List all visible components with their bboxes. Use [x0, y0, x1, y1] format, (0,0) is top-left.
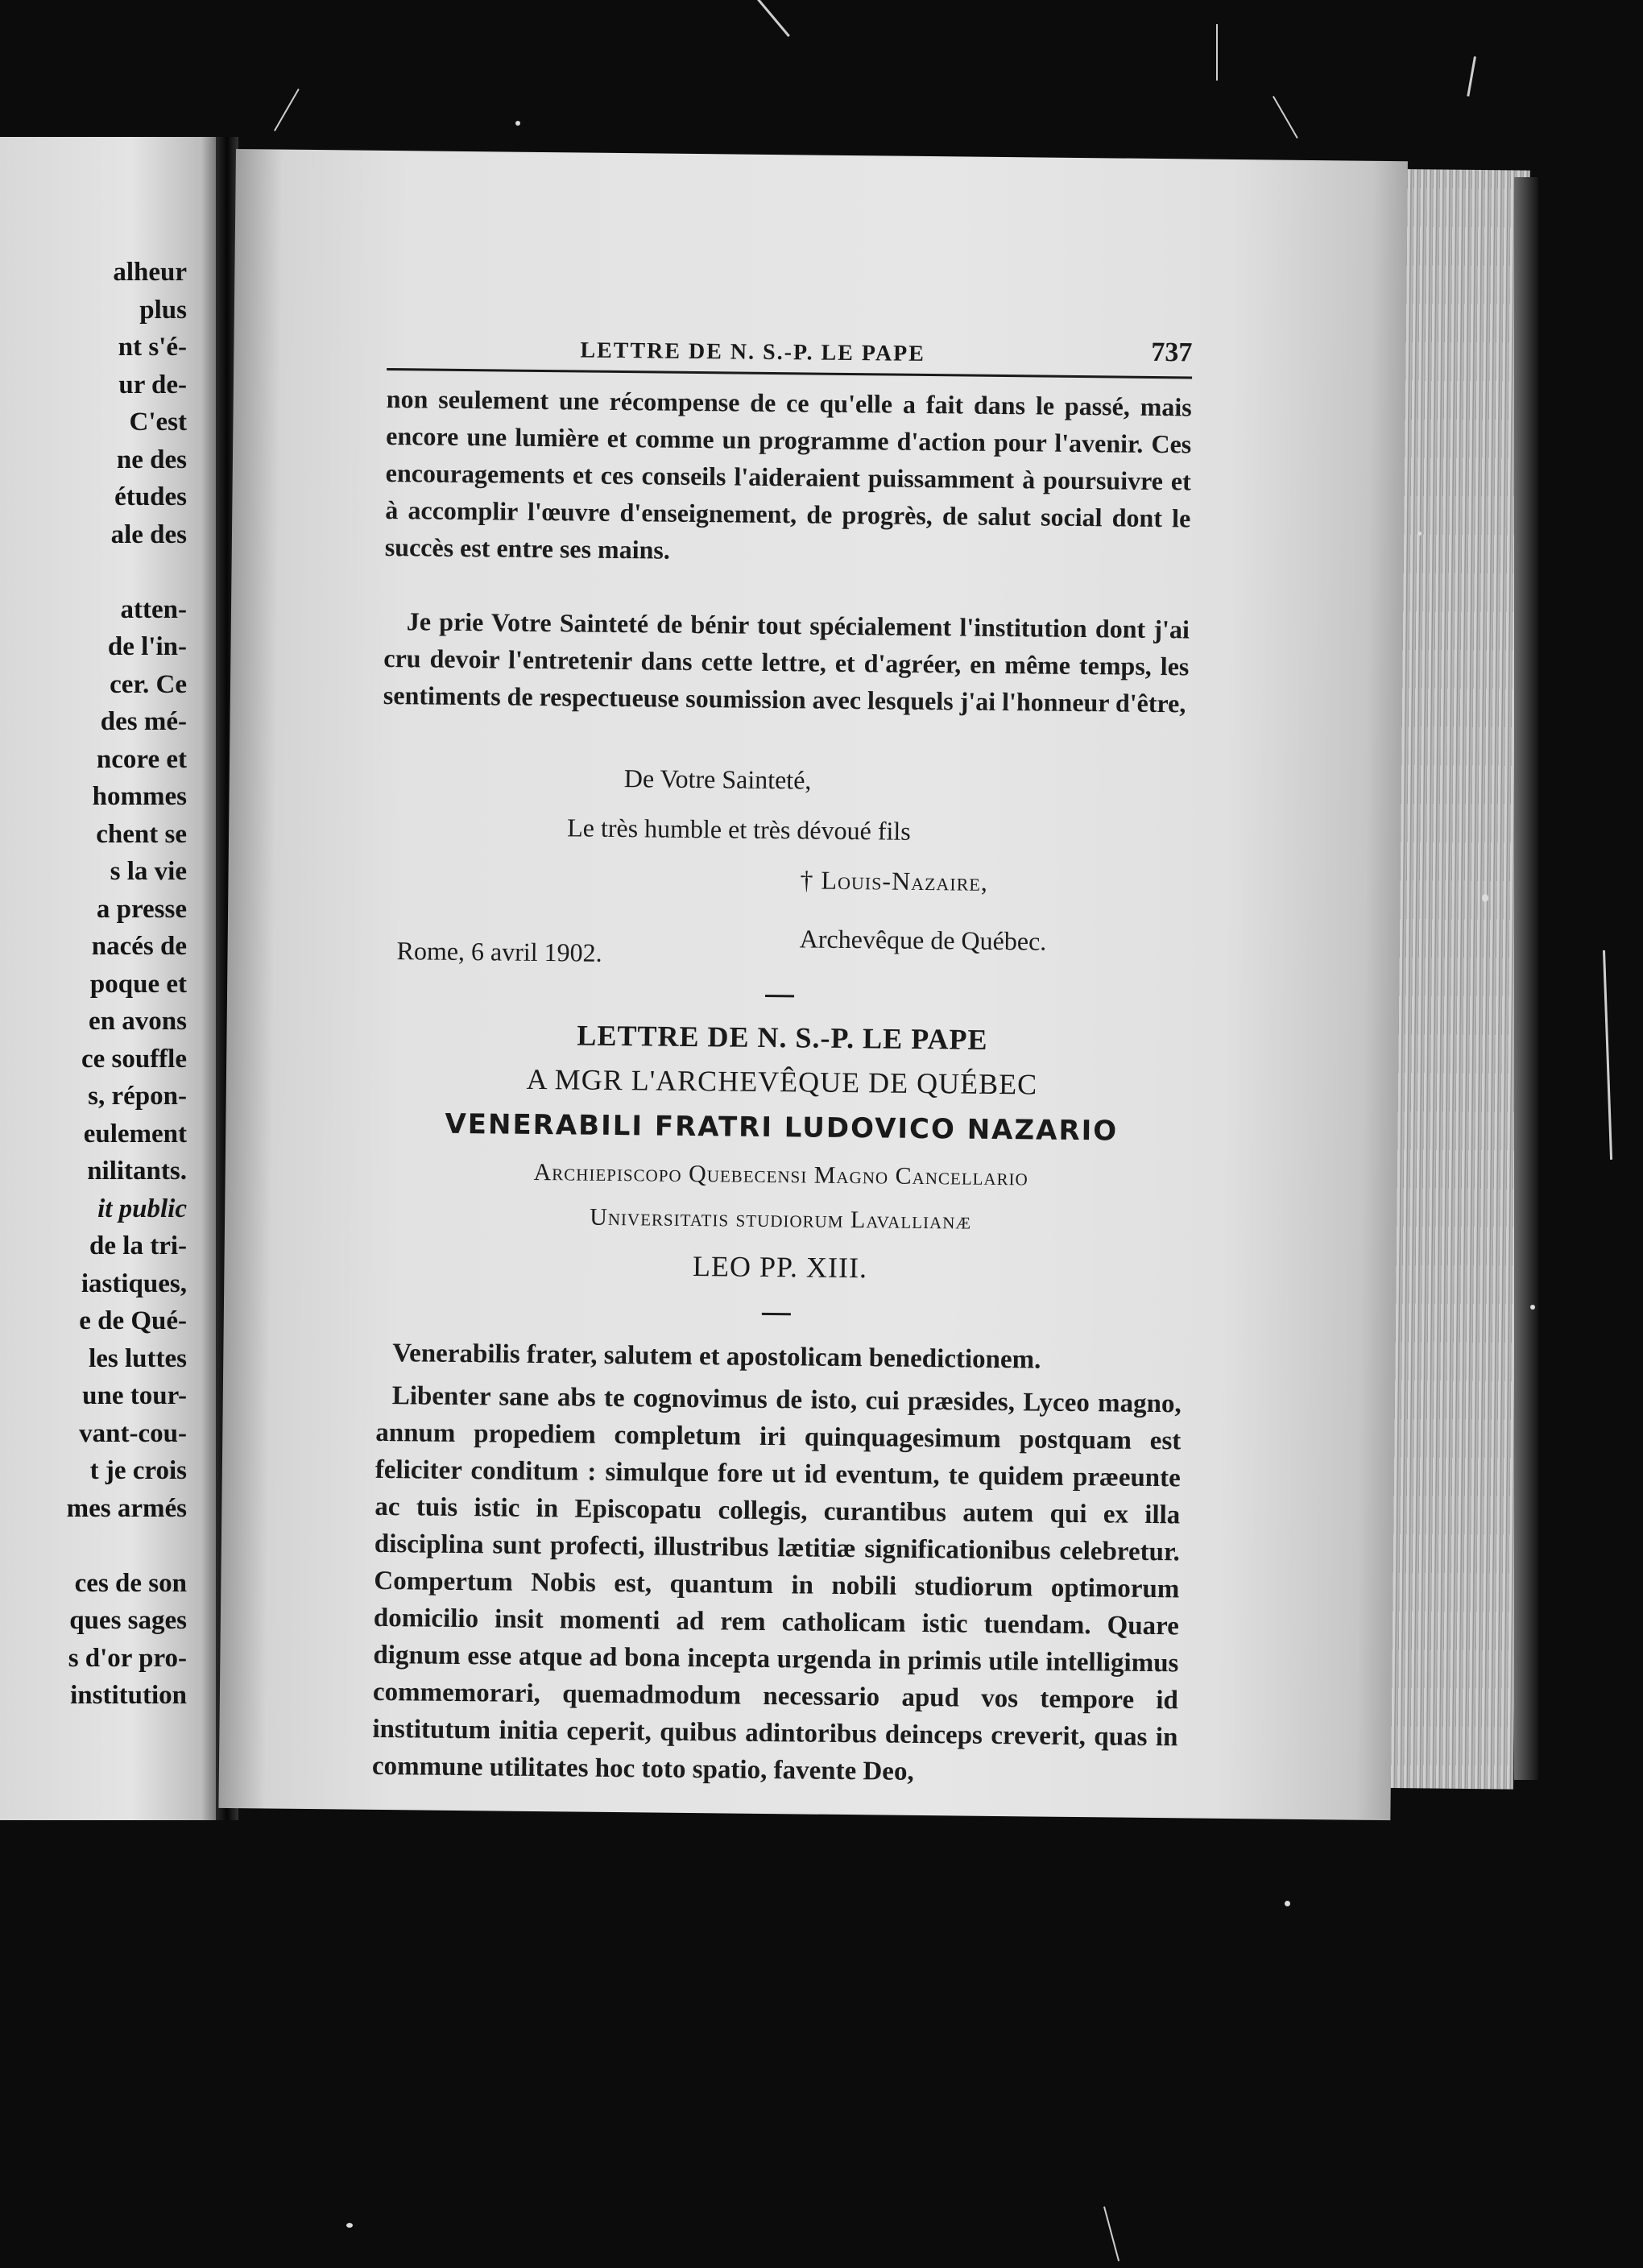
- film-scratch: [274, 89, 300, 131]
- dust-speck: [1530, 1305, 1535, 1310]
- reply-title-line-6: LEO PP. XIII.: [692, 1250, 868, 1285]
- left-page-line: iastiques,: [81, 1269, 187, 1298]
- left-page-line: une tour-: [82, 1381, 187, 1410]
- left-page-line: eulement: [83, 1119, 187, 1148]
- page-content: [371, 151, 1194, 1818]
- reply-title-line-4: Archiepiscopo Quebecensi Magno Cancellario: [533, 1158, 1028, 1191]
- page-edges: [1384, 169, 1530, 1790]
- latin-greeting: Venerabilis frater, salutem et apostolicam benedictionem.: [392, 1339, 1041, 1375]
- left-page-line: nilitants.: [87, 1157, 187, 1186]
- reply-title-line-2: A MGR L'ARCHEVÊQUE DE QUÉBEC: [526, 1062, 1038, 1101]
- left-page-line: C'est: [129, 408, 187, 437]
- left-page-line: s la vie: [110, 857, 187, 886]
- film-scratch: [1103, 2206, 1119, 2261]
- left-page-line: poque et: [89, 969, 187, 999]
- left-page-line: alheur: [113, 258, 187, 287]
- dust-speck: [515, 121, 520, 126]
- left-page-line: nt s'é-: [118, 333, 187, 362]
- left-page-line: e de Qué-: [79, 1306, 187, 1335]
- letter-paragraph-1: non seulement une récompense de ce qu'elle a fait dans le passé, mais encore une lumière et comme un programme d'action pour l'avenir. Ces encouragements et ces conseils l'aideraient puissamment à poursuivre et à accomplir l'œuvre d'enseignement, de progrès, de salut social dont le succès est entre ses mains.: [384, 383, 1192, 565]
- left-page-line: vant-cou-: [79, 1418, 187, 1448]
- dust-speck: [1417, 532, 1422, 536]
- film-scratch: [1273, 96, 1298, 139]
- signature: † Louis-Nazaire,: [800, 865, 989, 896]
- right-page: [218, 149, 1407, 1820]
- left-page-line: a presse: [96, 894, 187, 924]
- left-page-line: de la tri-: [89, 1231, 187, 1260]
- signature-title: Archevêque de Québec.: [799, 924, 1047, 956]
- section-dash-2: [762, 1313, 791, 1315]
- left-page-line: plus: [139, 295, 187, 325]
- left-page-line: t je crois: [89, 1456, 187, 1485]
- running-head: LETTRE DE N. S.-P. LE PAPE: [580, 337, 926, 366]
- dust-speck: [346, 2223, 353, 2228]
- left-page-line: ces de son: [74, 1568, 187, 1598]
- left-page-line: atten-: [120, 594, 187, 624]
- left-page-line: ques sages: [69, 1606, 187, 1635]
- reply-title-line-5: Universitatis studiorum Lavallianæ: [590, 1203, 972, 1235]
- left-page-line: études: [114, 482, 187, 511]
- page-number: 737: [1151, 337, 1193, 368]
- left-page-line: chent se: [96, 819, 187, 849]
- dust-speck: [1482, 894, 1488, 902]
- left-page-line: cer. Ce: [110, 669, 187, 699]
- letter-paragraph-2: Je prie Votre Sainteté de bénir tout spécialement l'institution dont j'ai cru devoir l'entretenir dans cette lettre, et d'agréer, en même temps, les sentiments de respectueuse soumission avec lesquels j'ai l'honneur d'être,: [383, 606, 1190, 718]
- left-page-line: nacés de: [91, 932, 187, 961]
- section-dash-1: [765, 995, 794, 997]
- left-page-line: s d'or pro-: [68, 1643, 187, 1673]
- left-page-line: ncore et: [96, 744, 187, 774]
- closing-humble: Le très humble et très dévoué fils: [567, 813, 911, 846]
- left-page-line: de l'in-: [107, 632, 187, 661]
- left-page-fragment: [0, 137, 219, 1820]
- left-page-line: hommes: [92, 782, 187, 811]
- left-page-line: s, répon-: [88, 1082, 187, 1111]
- left-page-line: en avons: [89, 1007, 187, 1036]
- left-page-line: les luttes: [89, 1343, 187, 1373]
- film-scratch: [757, 0, 790, 37]
- place-date: Rome, 6 avril 1902.: [396, 936, 602, 967]
- left-page-line: institution: [70, 1681, 187, 1710]
- left-page-line: ur de-: [118, 370, 187, 399]
- left-page-line: ne des: [116, 445, 187, 474]
- reply-title-line-1: LETTRE DE N. S.-P. LE PAPE: [577, 1019, 988, 1056]
- film-scratch: [1216, 24, 1218, 81]
- left-page-line: ale des: [110, 519, 187, 549]
- page-header: [387, 329, 1192, 375]
- left-page-line: ce souffle: [81, 1044, 187, 1074]
- header-rule: [387, 368, 1192, 379]
- film-scratch: [1467, 56, 1476, 97]
- salutation: De Votre Sainteté,: [623, 764, 812, 795]
- left-page-line: it public: [97, 1194, 187, 1223]
- latin-body: Libenter sane abs te cognovimus de isto, cui præsides, Lyceo magno, annum propediem completum iri quinquagesimum postquam est feliciter conditum : simulque fore ut id eventum, te quidem præeunte ac tuis istic in Episcopatu collegis, curantibus autem qui ex illa disciplina sunt profecti, illustribus lætitiæ significationibus celebretur. Compertum Nobis est, quantum in nobili studiorum optimorum domicilio insit momenti ad rem catholicam istic tuendam. Quare dignum esse atque ad bona incepta urgenda in primis utile intelligimus commemorari, quemadmodum necessario apud vos tempore id institutum initia ceperit, quibus adintoribus deinceps creverit, quas in commune utilitates hoc toto spatio, favente Deo,: [371, 1381, 1182, 1786]
- film-scratch: [1603, 950, 1612, 1160]
- left-page-line: mes armés: [66, 1493, 187, 1523]
- page-edges-shadow: [1514, 177, 1538, 1780]
- reply-title-line-3: VENERABILI FRATRI LUDOVICO NAZARIO: [445, 1107, 1119, 1148]
- left-page-line: des mé-: [100, 707, 187, 736]
- dust-speck: [1285, 1901, 1290, 1906]
